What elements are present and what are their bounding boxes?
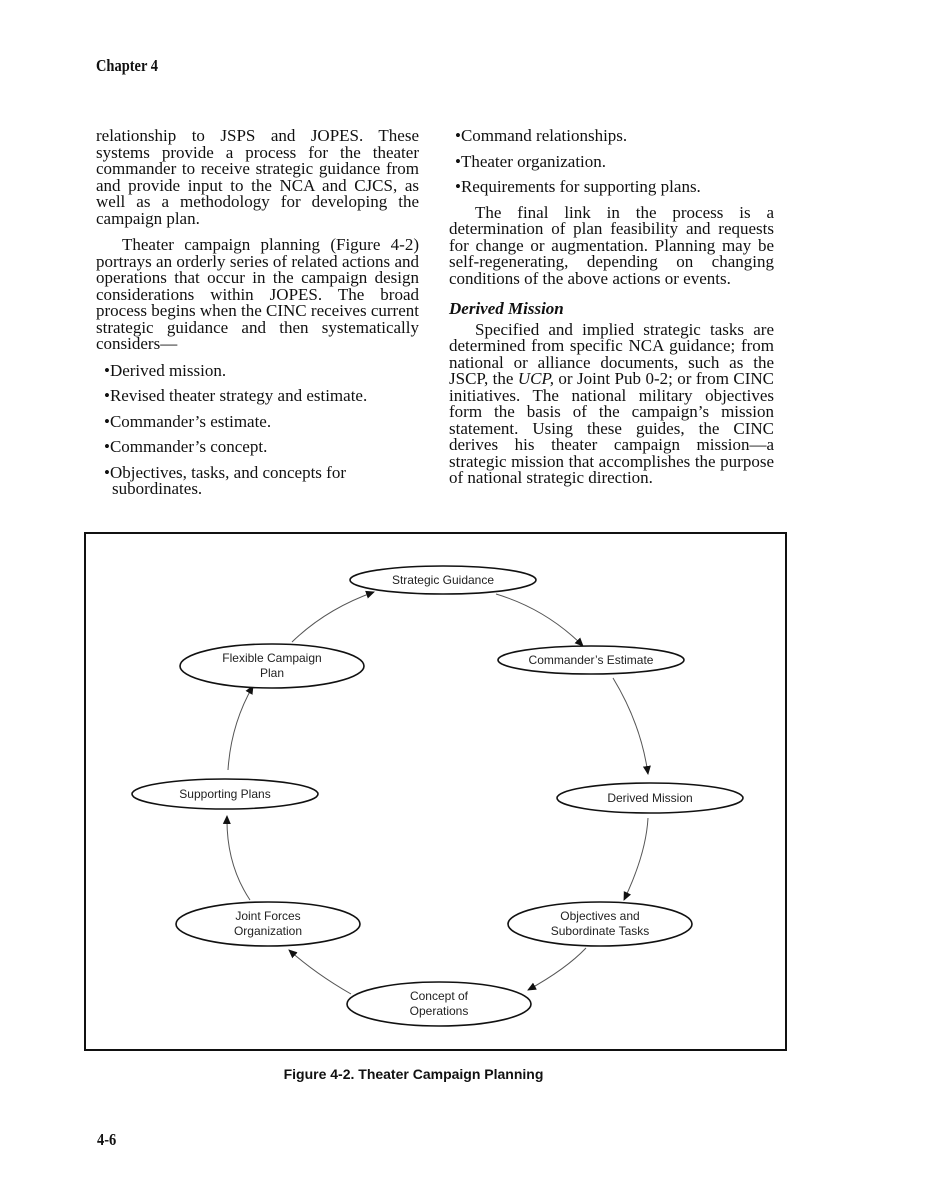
bullet-list — [449, 128, 774, 196]
list-item: • Theater organization. — [449, 154, 774, 171]
node-label: Derived Mission — [607, 791, 693, 805]
node-label: Strategic Guidance — [391, 573, 495, 587]
paragraph — [449, 319, 775, 487]
bullet-list — [96, 360, 419, 498]
figure-caption — [0, 1066, 927, 1082]
figure-caption-text: Figure 4-2. Theater Campaign Planning — [283, 1066, 544, 1082]
running-head: Chapter 4 — [96, 56, 158, 75]
node-supporting-plans — [132, 779, 318, 809]
node-label: Plan — [259, 666, 285, 680]
section-heading: Derived Mission — [449, 299, 564, 318]
connector-arrow — [624, 818, 648, 900]
list-item: • Command relationships. — [449, 128, 774, 145]
list-item: • Derived mission. — [96, 363, 419, 380]
node-label: Organization — [233, 924, 303, 938]
paragraph: relationship to JSPS and JOPES. These systems provide a process for the theater commander to receive strategic guidance from and provide input to the NCA and CJCS, as well as a methodology for developing the campaign plan. — [96, 126, 419, 228]
node-concept-of-operations — [347, 982, 531, 1026]
cycle-diagram — [86, 534, 789, 1053]
connector-arrow — [528, 948, 586, 990]
node-objectives-subordinate-tasks — [508, 902, 692, 946]
list-item: • Commander’s concept. — [96, 439, 419, 456]
node-label: Subordinate Tasks — [550, 924, 650, 938]
connector-arrow — [496, 594, 583, 646]
connector-arrow — [228, 686, 253, 770]
list-item: • Commander’s estimate. — [96, 414, 419, 431]
page-number: 4-6 — [97, 1130, 117, 1149]
left-column — [96, 128, 419, 507]
node-label: Commander’s Estimate — [528, 653, 654, 667]
node-label: Concept of — [409, 989, 469, 1003]
right-column — [449, 128, 774, 497]
node-label: Operations — [409, 1004, 469, 1018]
list-item: • Requirements for supporting plans. — [449, 179, 774, 196]
connector-arrow — [289, 950, 351, 994]
list-item: • Objectives, tasks, and concepts for subordinates. — [96, 465, 419, 498]
node-strategic-guidance — [350, 566, 536, 594]
node-label: Supporting Plans — [179, 787, 271, 801]
node-label: Objectives and — [560, 909, 640, 923]
figure-box — [84, 532, 787, 1051]
list-item: • Revised theater strategy and estimate. — [96, 388, 419, 405]
node-commanders-estimate — [498, 646, 684, 674]
connector-arrow — [227, 816, 250, 900]
text-run: or Joint Pub 0-2; or from CINC initiatives. The national military objectives form the basis of the campaign’s mission statement. Using these guides, the CINC derives his theater campaign mission—a strategic mission that accomplishes the purpose of national strategic direction. — [449, 369, 775, 487]
node-label: Flexible Campaign — [222, 651, 322, 665]
paragraph: Theater campaign planning (Figure 4-2) portrays an orderly series of related actions and operations that occur in the campaign design considerations within JOPES. The broad process begins when the CINC receives current strategic guidance and then systematically considers— — [96, 235, 419, 353]
text-run-italic: UCP, — [517, 369, 554, 388]
connector-arrow — [613, 678, 648, 774]
node-joint-forces-organization — [176, 902, 360, 946]
node-flexible-campaign-plan — [180, 644, 364, 688]
connector-arrow — [292, 592, 374, 642]
text-run: Specified and implied strategic tasks are determined from specific NCA guidance; from national or alliance documents, such as the JSCP, the — [449, 319, 774, 388]
node-label: Joint Forces — [235, 909, 301, 923]
node-derived-mission — [557, 783, 743, 813]
paragraph: The final link in the process is a determination of plan feasibility and requests for change or augmentation. Planning may be self-regenerating, depending on changing conditions of the above actions or events. — [449, 202, 774, 288]
